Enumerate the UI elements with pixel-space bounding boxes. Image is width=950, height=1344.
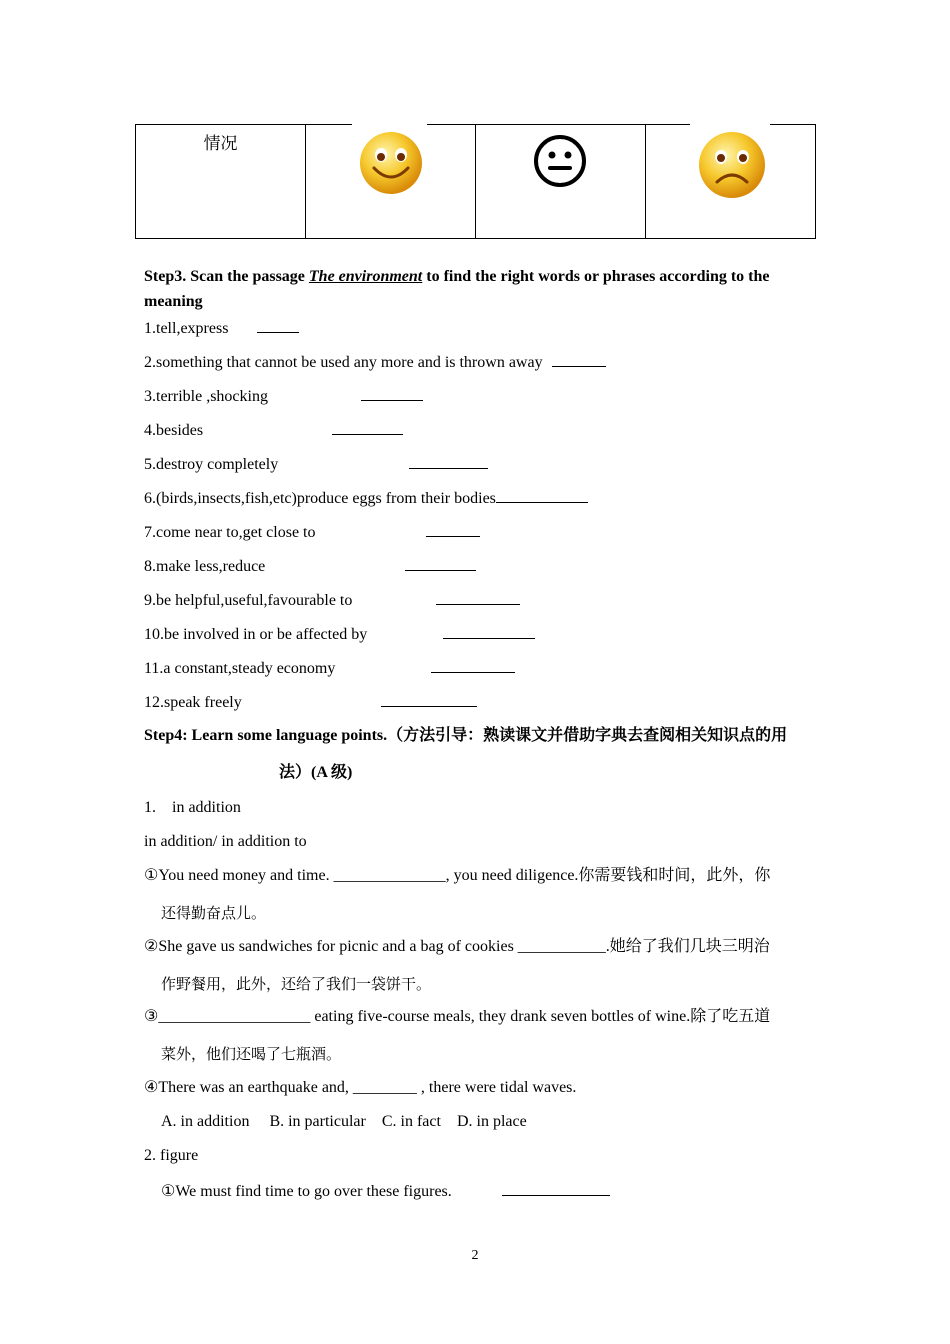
answer-blank[interactable]: [381, 691, 477, 707]
answer-blank[interactable]: [257, 317, 299, 333]
list-item: 6.(birds,insects,fish,etc)produce eggs from their bodies: [144, 487, 588, 509]
example-3: ③___________________ eating five-course meals, they drank seven bottles of wine.除了吃五道: [144, 1008, 771, 1025]
answer-options: A. in addition B. in particular C. in fact D. in place: [161, 1113, 527, 1130]
feeling-table: [135, 124, 816, 239]
list-item: 2.something that cannot be used any more and is thrown away: [144, 351, 606, 373]
answer-blank[interactable]: [502, 1180, 610, 1196]
list-item: 12.speak freely: [144, 691, 477, 713]
list-item: 9.be helpful,useful,favourable to: [144, 589, 520, 611]
answer-blank[interactable]: [332, 419, 403, 435]
answer-blank[interactable]: [426, 521, 480, 537]
list-item: 10.be involved in or be affected by: [144, 623, 535, 645]
answer-blank[interactable]: [436, 589, 520, 605]
step4-title: Step4: Learn some language points.（方法引导：熟读课文并借助字典去查阅相关知识点的用: [144, 727, 788, 744]
list-item: 11.a constant,steady economy: [144, 657, 515, 679]
table-cell-label: [136, 125, 306, 239]
point-heading: 1. in addition: [144, 799, 241, 816]
point-subheading: in addition/ in addition to: [144, 833, 307, 850]
table-cell-sad: [646, 125, 816, 239]
list-item: 8.make less,reduce: [144, 555, 476, 577]
answer-blank[interactable]: [405, 555, 476, 571]
answer-blank[interactable]: [431, 657, 515, 673]
point-heading: 2. figure: [144, 1147, 199, 1164]
example-2: ②She gave us sandwiches for picnic and a bag of cookies ___________.她给了我们几块三明治: [144, 938, 770, 955]
table-cell-neutral: [476, 125, 646, 239]
list-item: 7.come near to,get close to: [144, 521, 480, 543]
border-gap: [690, 122, 770, 126]
list-item: 4.besides: [144, 419, 403, 441]
list-item: 3.terrible ,shocking: [144, 385, 423, 407]
feeling-label: 情况: [203, 134, 238, 154]
example-2-cont: 作野餐用，此外，还给了我们一袋饼干。: [161, 975, 432, 993]
list-item: 5.destroy completely: [144, 453, 488, 475]
step3-title: Step3. Scan the passage The environment to find the right words or phrases according to the: [144, 268, 770, 285]
example-3-cont: 菜外，他们还喝了七瓶酒。: [161, 1045, 342, 1063]
step4-title-line2: 法）(A 级): [279, 764, 353, 781]
answer-blank[interactable]: [409, 453, 488, 469]
example-1: ①You need money and time. ______________, you need diligence.你需要钱和时间，此外，你: [144, 867, 771, 884]
answer-blank[interactable]: [443, 623, 535, 639]
neutral-face-icon: [533, 134, 587, 188]
example-figure-1: ①We must find time to go over these figures.: [161, 1180, 610, 1202]
example-1-cont: 还得勤奋点儿。: [161, 904, 267, 922]
list-item: 1.tell,express: [144, 317, 299, 339]
sad-face-icon: [697, 130, 767, 200]
page-number: 2: [471, 1248, 479, 1263]
step3-title-line2: meaning: [144, 293, 203, 310]
answer-blank[interactable]: [361, 385, 423, 401]
happy-face-icon: [358, 130, 424, 196]
answer-blank[interactable]: [552, 351, 606, 367]
table-cell-happy: [306, 125, 476, 239]
answer-blank[interactable]: [496, 487, 588, 503]
border-gap: [352, 122, 427, 126]
example-4: ④There was an earthquake and, ________ , there were tidal waves.: [144, 1079, 577, 1096]
